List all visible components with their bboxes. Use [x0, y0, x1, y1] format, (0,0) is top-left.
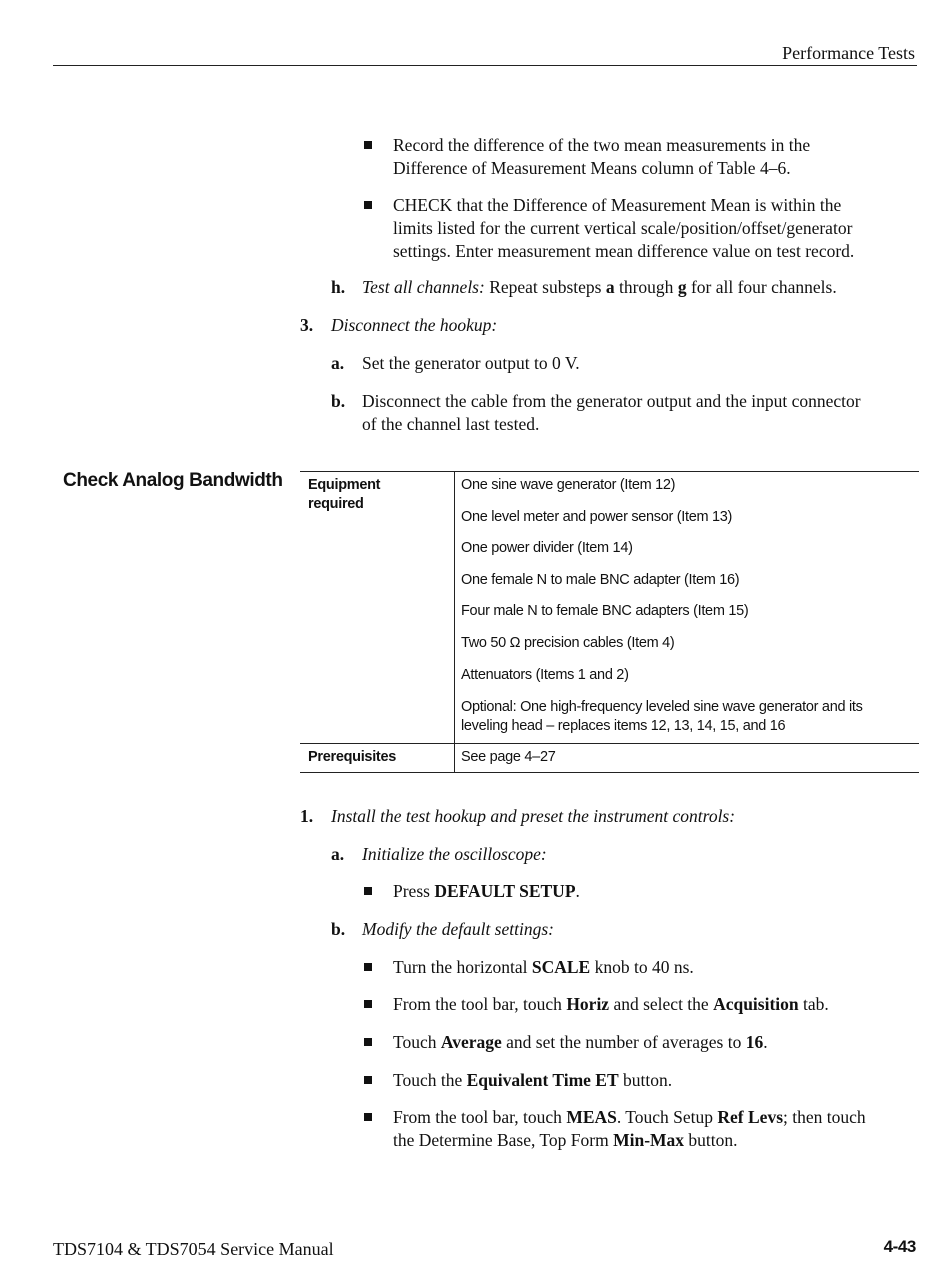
step-label: 1.	[300, 806, 314, 826]
bullet-square-icon	[364, 1000, 372, 1008]
equipment-required-header: Equipment required	[308, 477, 381, 512]
table-bottom-rule	[300, 772, 919, 773]
header-rule	[53, 65, 917, 66]
footer-manual-title: TDS7104 & TDS7054 Service Manual	[53, 1239, 334, 1259]
step-line: Disconnect the cable from the generator output and the input connector	[362, 391, 861, 411]
equipment-item: Four male N to female BNC adapters (Item 15)	[461, 603, 749, 619]
bullet-square-icon	[364, 1113, 372, 1121]
equipment-item: Attenuators (Items 1 and 2)	[461, 667, 629, 683]
running-header: Performance Tests	[782, 43, 915, 63]
step-label: a.	[331, 844, 345, 864]
bullet-line: Difference of Measurement Means column of Table 4–6.	[393, 158, 791, 178]
bullet-square-icon	[364, 141, 372, 149]
section-heading: Check Analog Bandwidth	[63, 470, 283, 491]
step-label: 3.	[300, 315, 314, 335]
equipment-item: Two 50 Ω precision cables (Item 4)	[461, 635, 675, 651]
table-column-divider	[454, 471, 455, 772]
page-number: 4-43	[883, 1237, 916, 1256]
step-text: Test all channels: Repeat substeps a through g for all four channels.	[362, 277, 837, 297]
table-top-rule	[300, 471, 919, 472]
bullet-square-icon	[364, 1038, 372, 1046]
step-line: of the channel last tested.	[362, 414, 540, 434]
equipment-item: One sine wave generator (Item 12)	[461, 477, 676, 493]
equipment-item: One level meter and power sensor (Item 13)	[461, 509, 733, 525]
bullet-line: CHECK that the Difference of Measurement Mean is within the	[393, 195, 842, 215]
prerequisites-value: See page 4–27	[461, 749, 556, 765]
step-text: Install the test hookup and preset the instrument controls:	[331, 806, 736, 826]
step-text: Modify the default settings:	[362, 919, 554, 939]
bullet-line: settings. Enter measurement mean difference value on test record.	[393, 241, 855, 261]
step-label: h.	[331, 277, 346, 297]
table-row-rule	[300, 743, 919, 744]
bullet-square-icon	[364, 963, 372, 971]
step-text: Initialize the oscilloscope:	[362, 844, 547, 864]
step-text: Disconnect the hookup:	[331, 315, 498, 335]
bullet-square-icon	[364, 201, 372, 209]
step-label: a.	[331, 353, 345, 373]
bullet-square-icon	[364, 1076, 372, 1084]
bullet-line: limits listed for the current vertical scale/position/offset/generator	[393, 218, 853, 238]
prerequisites-header: Prerequisites	[308, 749, 396, 765]
equipment-item-optional: Optional: One high-frequency leveled sine wave generator and its leveling head – replaces items 12, 13, 14, 15, and 16	[461, 699, 863, 734]
bullet-line: Record the difference of the two mean measurements in the	[393, 135, 811, 155]
step-text	[362, 390, 861, 436]
step-label: b.	[331, 391, 346, 411]
equipment-item: One female N to male BNC adapter (Item 16)	[461, 572, 740, 588]
bullet-square-icon	[364, 887, 372, 895]
equipment-item: One power divider (Item 14)	[461, 540, 633, 556]
step-text: Set the generator output to 0 V.	[362, 353, 580, 373]
step-label: b.	[331, 919, 346, 939]
